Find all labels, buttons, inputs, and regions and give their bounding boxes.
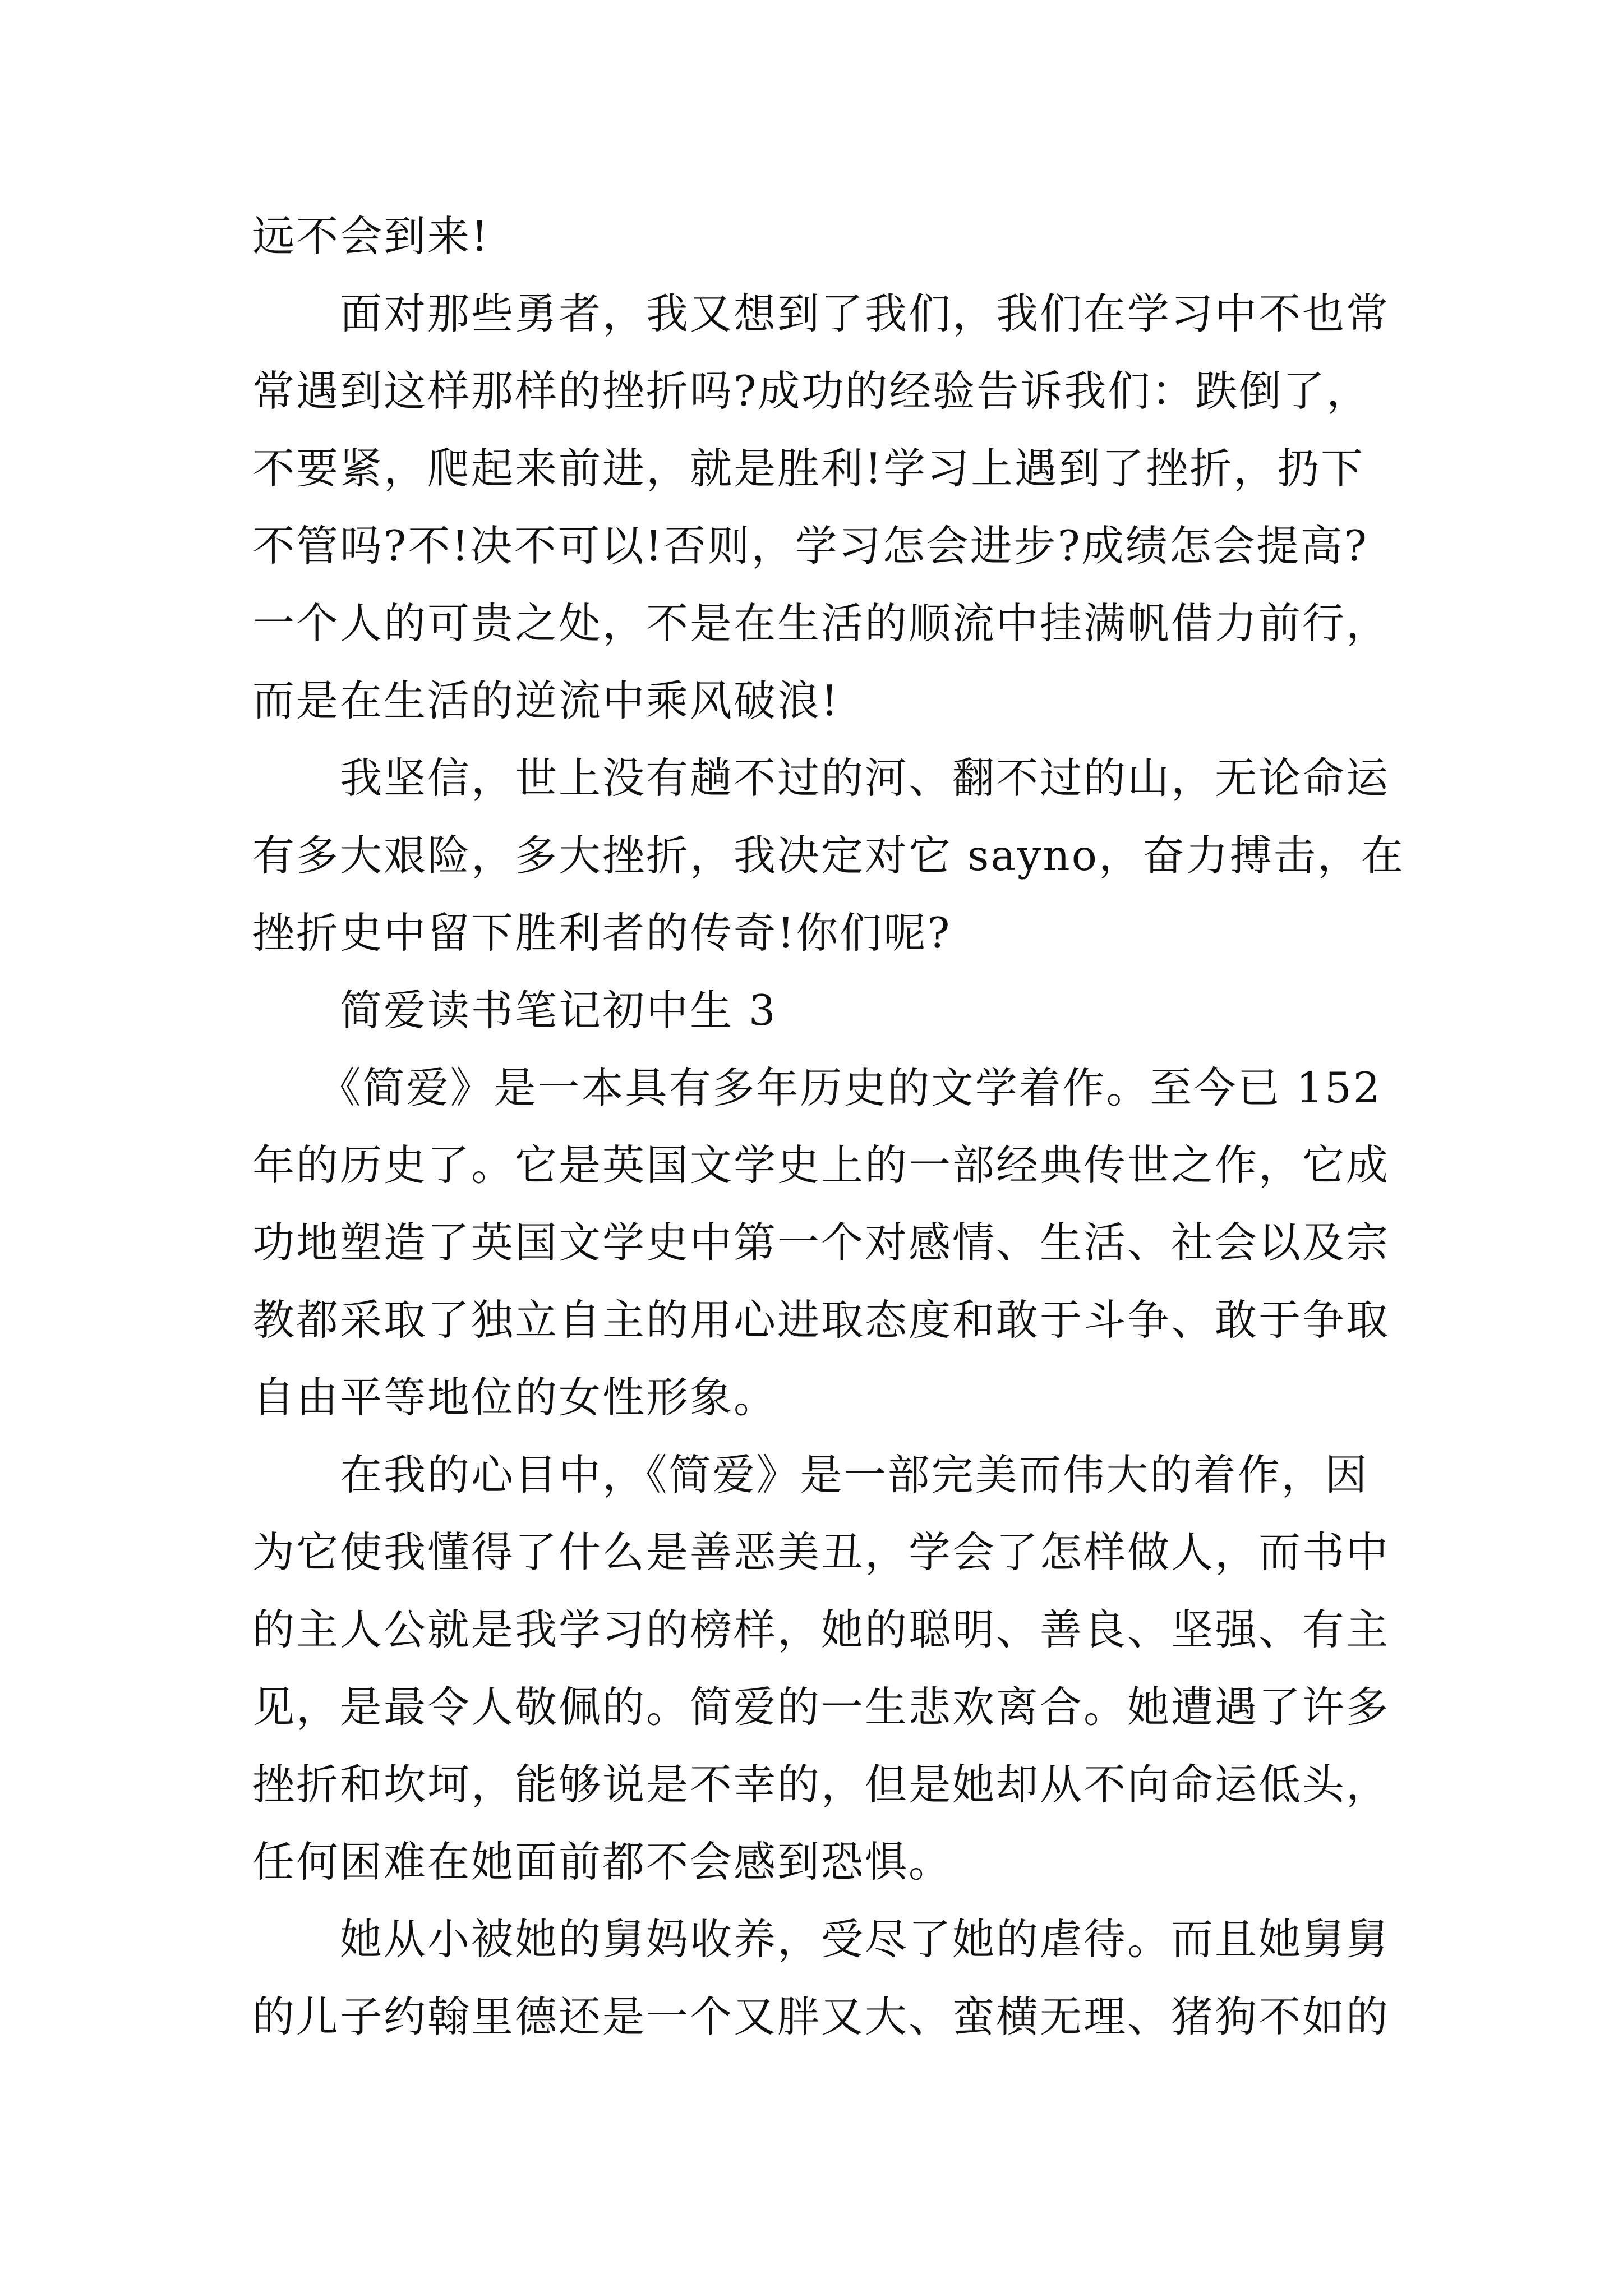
text-line: 我坚信，世上没有趟不过的河、翻不过的山，无论命运 bbox=[252, 753, 1390, 803]
section-heading: 简爱读书笔记初中生 3 bbox=[252, 986, 777, 1035]
text-line: 她从小被她的舅妈收养，受尽了她的虐待。而且她舅舅 bbox=[252, 1915, 1390, 1964]
text-line: 自由平等地位的女性形象。 bbox=[252, 1373, 778, 1422]
text-line: 为它使我懂得了什么是善恶美丑，学会了怎样做人，而书中 bbox=[252, 1527, 1390, 1577]
text-line: 而是在生活的逆流中乘风破浪! bbox=[252, 676, 840, 725]
text-line: 的主人公就是我学习的榜样，她的聪明、善良、坚强、有主 bbox=[252, 1605, 1390, 1654]
text-line: 教都采取了独立自主的用心进取态度和敢于斗争、敢于争取 bbox=[252, 1295, 1390, 1345]
text-line: 有多大艰险，多大挫折，我决定对它 sayno，奋力搏击，在 bbox=[252, 831, 1405, 880]
text-line: 的儿子约翰里德还是一个又胖又大、蛮横无理、猪狗不如的 bbox=[252, 1992, 1390, 2041]
text-line: 不管吗?不!决不可以!否则，学习怎会进步?成绩怎会提高? bbox=[252, 521, 1368, 570]
text-line: 功地塑造了英国文学史中第一个对感情、生活、社会以及宗 bbox=[252, 1218, 1390, 1267]
text-line: 在我的心目中，《简爱》是一部完美而伟大的着作，因 bbox=[252, 1450, 1369, 1499]
text-line: 见，是最令人敬佩的。简爱的一生悲欢离合。她遭遇了许多 bbox=[252, 1682, 1390, 1732]
text-line: 《简爱》是一本具有多年历史的文学着作。至今已 152 bbox=[252, 1063, 1382, 1112]
text-line: 一个人的可贵之处，不是在生活的顺流中挂满帆借力前行， bbox=[252, 599, 1390, 648]
text-line: 不要紧，爬起来前进，就是胜利!学习上遇到了挫折，扔下 bbox=[252, 444, 1365, 493]
text-line: 面对那些勇者，我又想到了我们，我们在学习中不也常 bbox=[252, 289, 1390, 338]
text-line: 年的历史了。它是英国文学史上的一部经典传世之作，它成 bbox=[252, 1140, 1390, 1190]
text-line: 挫折史中留下胜利者的传奇!你们呢? bbox=[252, 908, 952, 958]
text-line: 常遇到这样那样的挫折吗?成功的经验告诉我们：跌倒了， bbox=[252, 366, 1371, 416]
text-line: 远不会到来! bbox=[252, 211, 490, 261]
text-line: 挫折和坎坷，能够说是不幸的，但是她却从不向命运低头， bbox=[252, 1760, 1390, 1809]
document-body bbox=[252, 197, 1405, 2055]
text-line: 任何困难在她面前都不会感到恐惧。 bbox=[252, 1837, 953, 1887]
